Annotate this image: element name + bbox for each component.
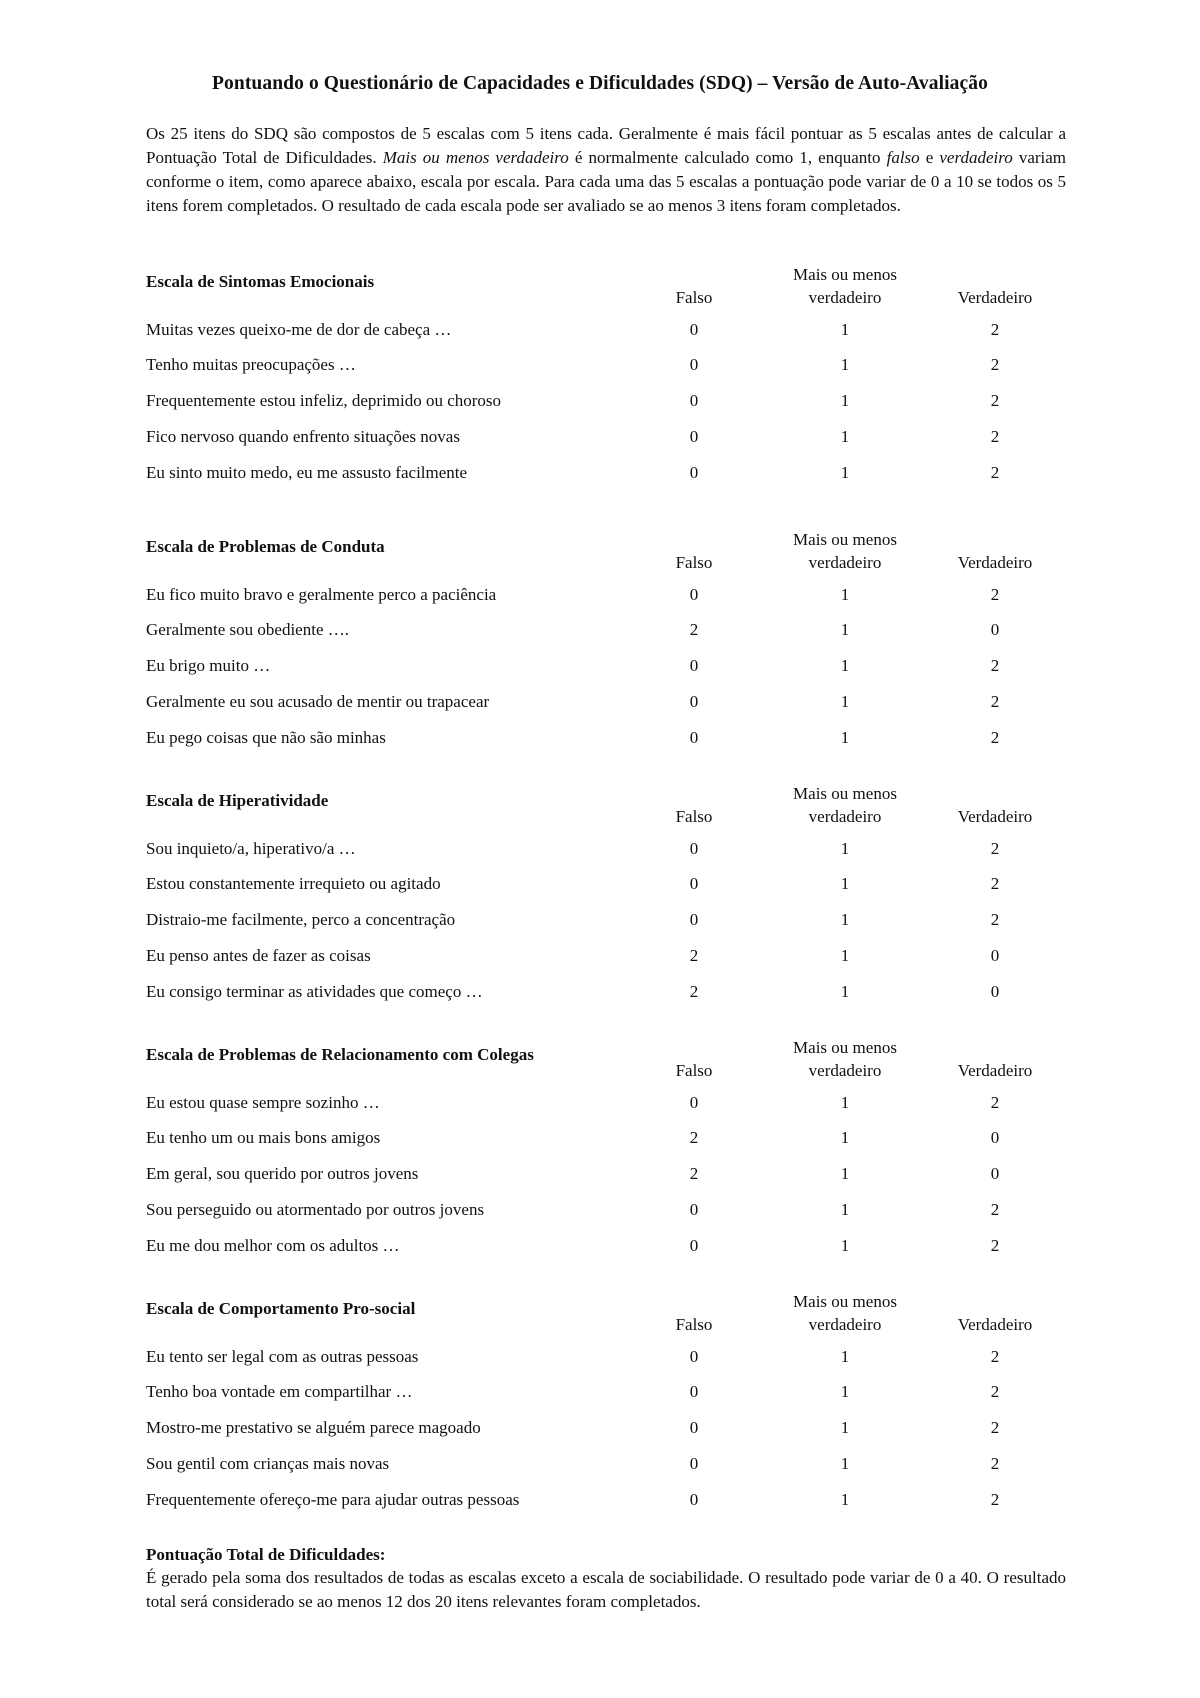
score-verdadeiro: 2: [990, 463, 1000, 482]
item-row: [0, 320, 1200, 350]
score-verdadeiro: 2: [990, 910, 1000, 929]
score-mais-ou-menos: 1: [840, 1128, 850, 1147]
score-verdadeiro: 2: [990, 585, 1000, 604]
score-mais-ou-menos: 1: [840, 1236, 850, 1255]
score-falso: 0: [689, 839, 699, 858]
item-text: Sou gentil com crianças mais novas: [146, 1454, 390, 1473]
score-verdadeiro: 0: [990, 946, 1000, 965]
score-mais-ou-menos: 1: [840, 355, 850, 374]
item-text: Eu tenho um ou mais bons amigos: [146, 1128, 381, 1147]
item-text: Geralmente eu sou acusado de mentir ou trapacear: [146, 692, 490, 711]
score-mais-ou-menos: 1: [840, 1164, 850, 1183]
score-falso: 2: [689, 946, 699, 965]
document-title: Pontuando o Questionário de Capacidades e Dificuldades (SDQ) – Versão de Auto-Avaliação: [212, 73, 988, 94]
column-header-verdadeiro: Verdadeiro: [957, 553, 1033, 572]
score-falso: 0: [689, 728, 699, 747]
scale-section: [0, 782, 1200, 1002]
score-verdadeiro: 2: [990, 1200, 1000, 1219]
score-verdadeiro: 2: [990, 1418, 1000, 1437]
item-text: Eu fico muito bravo e geralmente perco a paciência: [146, 585, 497, 604]
score-mais-ou-menos: 1: [840, 320, 850, 339]
score-verdadeiro: 2: [990, 1454, 1000, 1473]
item-text: Eu tento ser legal com as outras pessoas: [146, 1347, 419, 1366]
item-text: Eu consigo terminar as atividades que começo …: [146, 982, 483, 1001]
score-mais-ou-menos: 1: [840, 656, 850, 675]
scale-title: Escala de Sintomas Emocionais: [146, 272, 375, 291]
item-row: [0, 656, 1200, 686]
column-header-verdadeiro: Verdadeiro: [957, 1315, 1033, 1334]
column-header-verdadeiro: Verdadeiro: [957, 1061, 1033, 1080]
column-header-mais-line1: Mais ou menos: [793, 1038, 897, 1057]
score-falso: 0: [689, 1490, 699, 1509]
scale-section: [0, 263, 1200, 483]
score-falso: 0: [689, 1382, 699, 1401]
item-text: Sou inquieto/a, hiperativo/a …: [146, 839, 356, 858]
score-verdadeiro: 2: [990, 355, 1000, 374]
score-verdadeiro: 0: [990, 982, 1000, 1001]
item-row: [0, 1164, 1200, 1194]
score-falso: 2: [689, 1164, 699, 1183]
score-falso: 0: [689, 910, 699, 929]
item-text: Distraio-me facilmente, perco a concentração: [146, 910, 456, 929]
column-header-mais-ou-menos: [740, 782, 950, 828]
score-mais-ou-menos: 1: [840, 1454, 850, 1473]
score-verdadeiro: 2: [990, 427, 1000, 446]
score-mais-ou-menos: 1: [840, 839, 850, 858]
column-header-falso: Falso: [675, 288, 713, 307]
item-text: Estou constantemente irrequieto ou agitado: [146, 874, 441, 893]
item-row: [0, 692, 1200, 722]
item-text: Muitas vezes queixo-me de dor de cabeça …: [146, 320, 452, 339]
score-verdadeiro: 2: [990, 656, 1000, 675]
item-text: Mostro-me prestativo se alguém parece magoado: [146, 1418, 481, 1437]
item-row: [0, 910, 1200, 940]
score-mais-ou-menos: 1: [840, 391, 850, 410]
score-verdadeiro: 2: [990, 1347, 1000, 1366]
column-header-falso: Falso: [675, 1061, 713, 1080]
score-mais-ou-menos: 1: [840, 1418, 850, 1437]
item-row: [0, 1236, 1200, 1266]
column-header-mais-line2: verdadeiro: [808, 1061, 882, 1080]
intro-part4: variam conforme o item, como aparece abaixo, escala por escala. Para cada uma das 5 escalas a pontuação pode variar de 0 a 10 se todos os 5 itens forem completados. O resultado de cada escala pode ser avaliado se ao menos 3 itens foram completados.: [146, 148, 1067, 215]
item-text: Eu me dou melhor com os adultos …: [146, 1236, 400, 1255]
total-text: É gerado pela soma dos resultados de todas as escalas exceto a escala de sociabilidade. O resultado pode variar de 0 a 40. O resultado total será considerado se ao menos 12 dos 20 itens relevantes foram completados.: [146, 1568, 1066, 1611]
score-verdadeiro: 2: [990, 874, 1000, 893]
item-row: [0, 1200, 1200, 1230]
item-text: Eu estou quase sempre sozinho …: [146, 1093, 380, 1112]
item-text: Sou perseguido ou atormentado por outros jovens: [146, 1200, 485, 1219]
score-falso: 0: [689, 463, 699, 482]
score-verdadeiro: 2: [990, 1236, 1000, 1255]
score-mais-ou-menos: 1: [840, 1347, 850, 1366]
score-mais-ou-menos: 1: [840, 946, 850, 965]
intro-part1: Os 25 itens do SDQ são compostos de 5 escalas com 5 itens cada. Geralmente é mais fácil pontuar as 5 escalas antes de calcular a Pontuação Total de Dificuldades.: [146, 124, 1066, 167]
column-header-mais-ou-menos: [740, 1290, 950, 1336]
score-falso: 0: [689, 1093, 699, 1112]
column-header-mais-line2: verdadeiro: [808, 807, 882, 826]
column-header-mais-ou-menos: [740, 263, 950, 309]
score-verdadeiro: 2: [990, 391, 1000, 410]
intro-part3: e: [919, 148, 940, 167]
item-row: [0, 1382, 1200, 1412]
column-header-mais-line2: verdadeiro: [808, 553, 882, 572]
score-verdadeiro: 2: [990, 1382, 1000, 1401]
intro-falso: falso: [886, 148, 920, 167]
item-row: [0, 1490, 1200, 1520]
score-mais-ou-menos: 1: [840, 1382, 850, 1401]
score-mais-ou-menos: 1: [840, 910, 850, 929]
item-row: [0, 463, 1200, 493]
item-text: Geralmente sou obediente ….: [146, 620, 349, 639]
score-falso: 0: [689, 692, 699, 711]
score-falso: 2: [689, 982, 699, 1001]
column-header-mais-line1: Mais ou menos: [793, 265, 897, 284]
column-header-falso: Falso: [675, 1315, 713, 1334]
score-verdadeiro: 2: [990, 839, 1000, 858]
column-header-falso: Falso: [675, 807, 713, 826]
item-row: [0, 1418, 1200, 1448]
column-header-mais-line1: Mais ou menos: [793, 784, 897, 803]
item-row: [0, 1093, 1200, 1123]
score-mais-ou-menos: 1: [840, 463, 850, 482]
score-mais-ou-menos: 1: [840, 585, 850, 604]
column-header-falso: Falso: [675, 553, 713, 572]
item-text: Tenho boa vontade em compartilhar …: [146, 1382, 413, 1401]
score-falso: 0: [689, 874, 699, 893]
item-row: [0, 1454, 1200, 1484]
item-text: Frequentemente ofereço-me para ajudar outras pessoas: [146, 1490, 520, 1509]
score-mais-ou-menos: 1: [840, 1093, 850, 1112]
intro-mais-ou-menos: Mais ou menos verdadeiro: [382, 148, 569, 167]
score-falso: 0: [689, 391, 699, 410]
item-text: Eu pego coisas que não são minhas: [146, 728, 386, 747]
score-verdadeiro: 0: [990, 1128, 1000, 1147]
item-row: [0, 1347, 1200, 1377]
score-mais-ou-menos: 1: [840, 1200, 850, 1219]
item-text: Fico nervoso quando enfrento situações novas: [146, 427, 460, 446]
score-mais-ou-menos: 1: [840, 620, 850, 639]
score-verdadeiro: 2: [990, 1490, 1000, 1509]
item-text: Eu penso antes de fazer as coisas: [146, 946, 371, 965]
item-row: [0, 427, 1200, 457]
column-header-verdadeiro: Verdadeiro: [957, 288, 1033, 307]
score-mais-ou-menos: 1: [840, 728, 850, 747]
score-verdadeiro: 0: [990, 620, 1000, 639]
score-falso: 0: [689, 1236, 699, 1255]
score-verdadeiro: 2: [990, 1093, 1000, 1112]
score-falso: 0: [689, 427, 699, 446]
score-mais-ou-menos: 1: [840, 982, 850, 1001]
item-text: Em geral, sou querido por outros jovens: [146, 1164, 419, 1183]
score-falso: 0: [689, 585, 699, 604]
scale-title: Escala de Problemas de Relacionamento com Colegas: [146, 1045, 534, 1064]
score-falso: 0: [689, 320, 699, 339]
item-row: [0, 391, 1200, 421]
scale-title: Escala de Hiperatividade: [146, 791, 329, 810]
score-falso: 0: [689, 1454, 699, 1473]
item-row: [0, 585, 1200, 615]
item-row: [0, 355, 1200, 385]
score-falso: 0: [689, 1418, 699, 1437]
item-row: [0, 839, 1200, 869]
score-falso: 2: [689, 620, 699, 639]
score-falso: 2: [689, 1128, 699, 1147]
score-mais-ou-menos: 1: [840, 427, 850, 446]
score-verdadeiro: 0: [990, 1164, 1000, 1183]
column-header-mais-line2: verdadeiro: [808, 1315, 882, 1334]
scale-title: Escala de Problemas de Conduta: [146, 537, 385, 556]
item-text: Eu brigo muito …: [146, 656, 271, 675]
scale-section: [0, 1290, 1200, 1510]
column-header-mais-ou-menos: [740, 1036, 950, 1082]
item-row: [0, 1128, 1200, 1158]
column-header-mais-line1: Mais ou menos: [793, 530, 897, 549]
score-verdadeiro: 2: [990, 320, 1000, 339]
score-mais-ou-menos: 1: [840, 1490, 850, 1509]
item-row: [0, 982, 1200, 1012]
score-verdadeiro: 2: [990, 728, 1000, 747]
item-row: [0, 728, 1200, 758]
intro-part2: é normalmente calculado como 1, enquanto: [568, 148, 887, 167]
scale-title: Escala de Comportamento Pro-social: [146, 1299, 416, 1318]
column-header-mais-line1: Mais ou menos: [793, 1292, 897, 1311]
score-verdadeiro: 2: [990, 692, 1000, 711]
scale-section: [0, 528, 1200, 748]
item-text: Tenho muitas preocupações …: [146, 355, 356, 374]
column-header-mais-ou-menos: [740, 528, 950, 574]
item-row: [0, 620, 1200, 650]
intro-verdadeiro: verdadeiro: [939, 148, 1013, 167]
item-row: [0, 946, 1200, 976]
column-header-verdadeiro: Verdadeiro: [957, 807, 1033, 826]
item-text: Frequentemente estou infeliz, deprimido ou choroso: [146, 391, 502, 410]
score-falso: 0: [689, 656, 699, 675]
intro-paragraph: [146, 122, 1066, 218]
score-falso: 0: [689, 1200, 699, 1219]
score-falso: 0: [689, 355, 699, 374]
score-mais-ou-menos: 1: [840, 874, 850, 893]
score-mais-ou-menos: 1: [840, 692, 850, 711]
item-text: Eu sinto muito medo, eu me assusto facilmente: [146, 463, 468, 482]
scale-section: [0, 1036, 1200, 1256]
column-header-mais-line2: verdadeiro: [808, 288, 882, 307]
score-falso: 0: [689, 1347, 699, 1366]
item-row: [0, 874, 1200, 904]
total-title: Pontuação Total de Dificuldades:: [146, 1545, 386, 1564]
